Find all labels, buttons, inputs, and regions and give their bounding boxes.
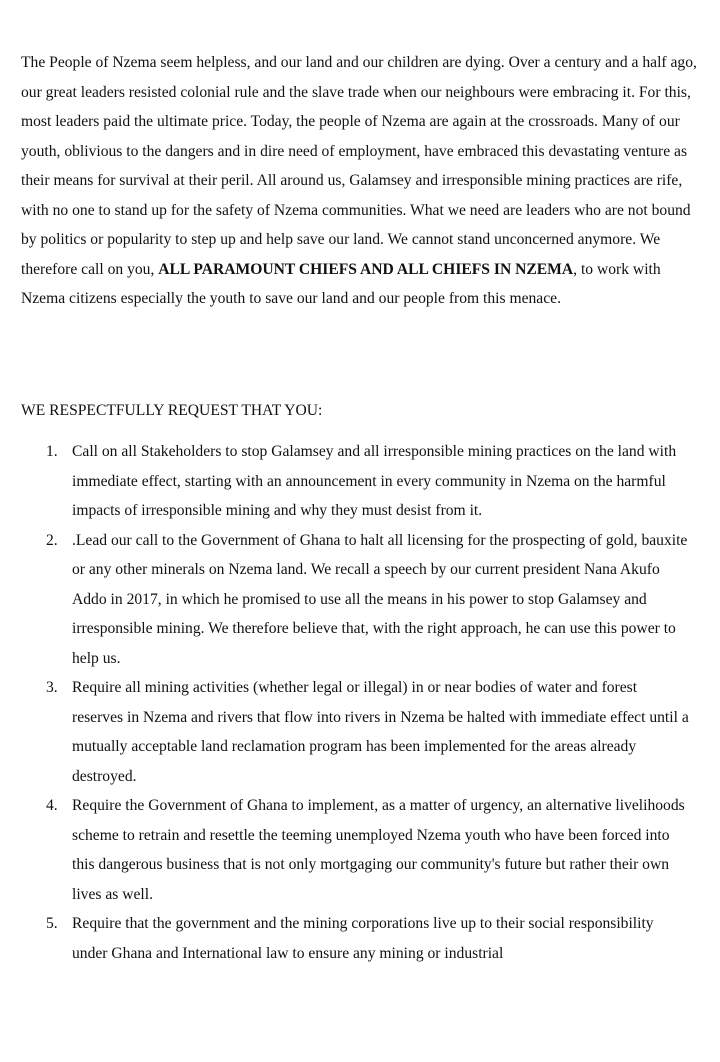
request-item-4	[0, 791, 720, 909]
request-item-3	[0, 673, 720, 791]
request-number: 5.	[46, 915, 58, 932]
intro-text-after: , to work with Nzema citizens especially the youth to save our land and our people from this menace.	[21, 260, 661, 307]
request-text: Require that the government and the mining corporations live up to their social responsibility under Ghana and International law to ensure any mining or industrial	[72, 915, 654, 962]
intro-text-before: The People of Nzema seem helpless, and our land and our children are dying. Over a century and a half ago, our great leaders resisted colonial rule and the slave trade when our neighbours were embracing it. For this, most leaders paid the ultimate price. Today, the people of Nzema are again at the crossroads. Many of our youth, oblivious to the dangers and in dire need of employment, have embraced this devastating venture as their means for survival at their peril. All around us, Galamsey and irresponsible mining practices are rife, with no one to stand up for the safety of Nzema communities. What we need are leaders who are not bound by politics or popularity to step up and help save our land. We cannot stand unconcerned anymore. We therefore call on you,	[21, 54, 697, 278]
request-text: Call on all Stakeholders to stop Galamsey and all irresponsible mining practices on the land with immediate effect, starting with an announcement in every community in Nzema on the harmful impacts of irresponsible mining and why they must desist from it.	[72, 443, 677, 519]
intro-bold-callout: ALL PARAMOUNT CHIEFS AND ALL CHIEFS IN NZEMA	[158, 260, 574, 278]
request-number: 2.	[46, 531, 58, 549]
request-number: 4.	[46, 797, 58, 814]
request-item-2	[0, 526, 720, 674]
request-text: Require the Government of Ghana to implement, as a matter of urgency, an alternative livelihoods scheme to retrain and resettle the teeming unemployed Nzema youth who have been forced into this dangerous business that is not only mortgaging our community's future but rather their own lives as well.	[72, 797, 685, 903]
request-item-1	[0, 437, 720, 526]
intro-paragraph	[21, 48, 701, 314]
request-number: 3.	[46, 679, 58, 696]
request-text: Require all mining activities (whether legal or illegal) in or near bodies of water and forest reserves in Nzema and rivers that flow into rivers in Nzema be halted with immediate effect until a mutually acceptable land reclamation program has been implemented for the areas already destroyed.	[72, 679, 689, 785]
request-number: 1.	[46, 443, 58, 460]
request-item-5	[0, 909, 720, 968]
requests-list	[0, 437, 720, 968]
requests-heading: WE RESPECTFULLY REQUEST THAT YOU:	[21, 402, 323, 419]
request-text: .Lead our call to the Government of Ghana to halt all licensing for the prospecting of gold, bauxite or any other minerals on Nzema land. We recall a speech by our current president Nana Akufo Addo in 2017, in which he promised to use all the means in his power to stop Galamsey and irresponsible mining. We therefore believe that, with the right approach, he can use this power to help us.	[72, 531, 688, 667]
